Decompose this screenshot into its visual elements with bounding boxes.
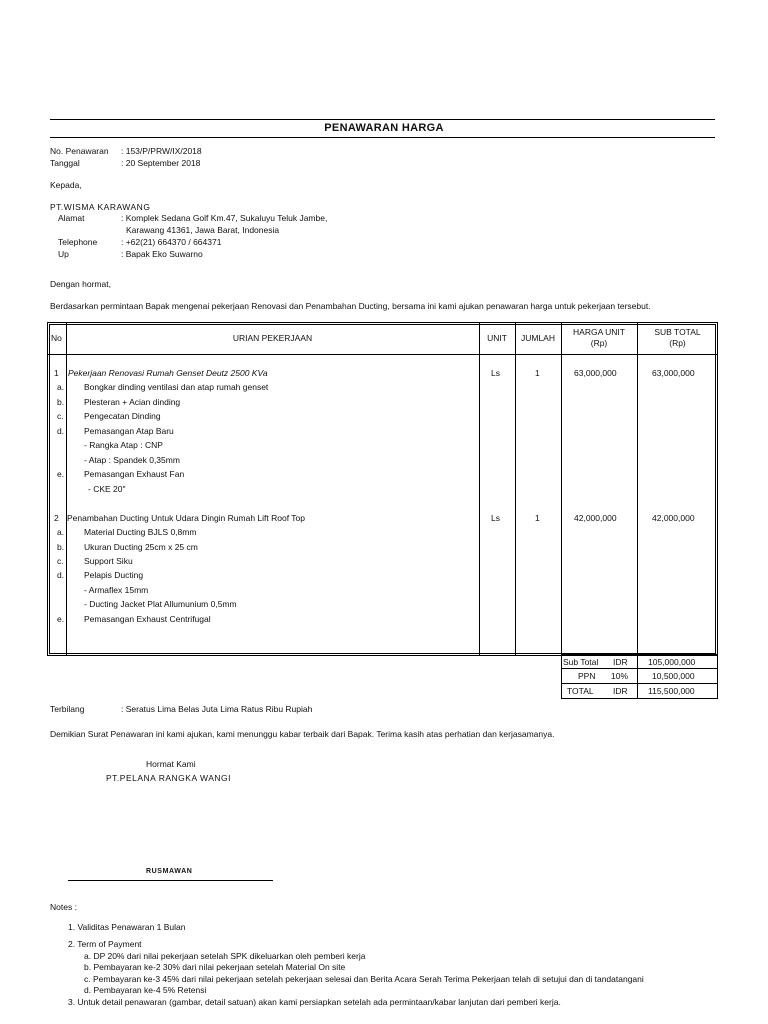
top-rule bbox=[50, 119, 715, 120]
header-jumlah: JUMLAH bbox=[520, 333, 555, 343]
summary-total-row bbox=[561, 684, 718, 698]
item-title: Penambahan Ducting Untuk Udara Dingin Rumah Lift Roof Top bbox=[67, 513, 305, 523]
item-unit-price: 42,000,000 bbox=[574, 513, 617, 523]
closing-text: Demikian Surat Penawaran ini kami ajukan, kami menunggu kabar terbaik dari Bapak. Terima kasih atas perhatian dan kerjasamanya. bbox=[50, 729, 555, 739]
subtotal-currency: IDR bbox=[613, 657, 628, 667]
note-2c: c. Pembayaran ke-3 45% dari nilai pekerjaan setelah pekerjaan selesai dan Berita Acara Serah Terima Pekerjaan telah di setujui dan di tandatangani bbox=[84, 974, 644, 984]
notes-heading: Notes : bbox=[50, 902, 77, 912]
line-letter: a. bbox=[57, 382, 65, 392]
item-quantity: 1 bbox=[535, 368, 540, 378]
line-text: Pelapis Ducting bbox=[84, 570, 144, 580]
total-label: TOTAL bbox=[567, 686, 594, 696]
note-2b: b. Pembayaran ke-2 30% dari nilai pekerjaan setelah Material On site bbox=[84, 962, 346, 972]
line-text: - Atap : Spandek 0,35mm bbox=[84, 455, 180, 465]
total-value: 115,500,000 bbox=[648, 686, 695, 696]
item-number: 2 bbox=[54, 513, 59, 523]
line-letter: e. bbox=[57, 614, 65, 624]
terbilang-label: Terbilang bbox=[50, 704, 85, 714]
item-title: Pekerjaan Renovasi Rumah Genset Deutz 2500 KVa bbox=[68, 368, 268, 378]
col-divider-urian bbox=[479, 322, 480, 656]
line-letter: c. bbox=[57, 411, 64, 421]
line-text: Ukuran Ducting 25cm x 25 cm bbox=[84, 542, 198, 552]
signatory-name: RUSMAWAN bbox=[146, 868, 193, 875]
note-2a: a. DP 20% dari nilai pekerjaan setelah SPK dikeluarkan oleh pemberi kerja bbox=[84, 951, 366, 961]
total-currency: IDR bbox=[613, 686, 628, 696]
subtotal-label: Sub Total bbox=[563, 657, 599, 667]
signature-line bbox=[68, 880, 273, 881]
line-text: Pemasangan Atap Baru bbox=[84, 426, 174, 436]
ppn-value: 10,500,000 bbox=[652, 671, 695, 681]
line-text: - Armaflex 15mm bbox=[84, 585, 149, 595]
item-subtotal: 42,000,000 bbox=[652, 513, 695, 523]
line-letter: b. bbox=[57, 542, 65, 552]
offer-number-label: No. Penawaran bbox=[50, 146, 109, 156]
regards: Hormat Kami bbox=[146, 759, 196, 769]
line-text: Plesteran + Acian dinding bbox=[84, 397, 181, 407]
item-unit: Ls bbox=[491, 368, 500, 378]
up-value: : Bapak Eko Suwarno bbox=[121, 249, 203, 259]
header-unit: UNIT bbox=[487, 333, 507, 343]
address-label: Alamat bbox=[58, 213, 85, 223]
line-text: - CKE 20" bbox=[88, 484, 126, 494]
up-label: Up bbox=[58, 249, 69, 259]
intro-text: Berdasarkan permintaan Bapak mengenai pekerjaan Renovasi dan Penambahan Ducting, bersama ini kami ajukan penawaran harga untuk pekerjaan tersebut. bbox=[50, 301, 651, 311]
line-text: Pemasangan Exhaust Centrifugal bbox=[84, 614, 211, 624]
line-letter: d. bbox=[57, 570, 65, 580]
col-divider-jumlah bbox=[561, 322, 562, 656]
greeting: Dengan hormat, bbox=[50, 279, 111, 289]
header-rule bbox=[47, 354, 718, 355]
col-divider-unit bbox=[515, 322, 516, 656]
address-line-2: Karawang 41361, Jawa Barat, Indonesia bbox=[126, 225, 280, 235]
note-2d: d. Pembayaran ke-4 5% Retensi bbox=[84, 985, 207, 995]
note-2: 2. Term of Payment bbox=[68, 939, 142, 949]
kepada: Kepada, bbox=[50, 180, 82, 190]
col-divider-harga bbox=[637, 322, 638, 656]
title-rule bbox=[50, 137, 715, 138]
ppn-rate: 10% bbox=[611, 671, 629, 681]
line-text: - Ducting Jacket Plat Allumunium 0,5mm bbox=[84, 599, 237, 609]
summary-subtotal-row bbox=[561, 655, 718, 669]
terbilang-value: : Seratus Lima Belas Juta Lima Ratus Ribu Rupiah bbox=[121, 704, 313, 714]
line-letter: a. bbox=[57, 527, 65, 537]
line-text: - Rangka Atap : CNP bbox=[84, 440, 163, 450]
header-harga-unit-rp: (Rp) bbox=[590, 338, 608, 348]
line-letter: c. bbox=[57, 556, 64, 566]
item-quantity: 1 bbox=[535, 513, 540, 523]
document-title: PENAWARAN HARGA bbox=[324, 122, 444, 134]
telephone-value: : +62(21) 664370 / 664371 bbox=[121, 237, 222, 247]
line-letter: e. bbox=[57, 469, 65, 479]
line-text: Material Ducting BJLS 0,8mm bbox=[84, 527, 197, 537]
note-1: 1. Validitas Penawaran 1 Bulan bbox=[68, 922, 186, 932]
header-no: No bbox=[51, 333, 62, 343]
col-divider-no bbox=[66, 322, 67, 656]
recipient-company: PT.WISMA KARAWANG bbox=[50, 202, 151, 212]
item-number: 1 bbox=[54, 368, 59, 378]
item-unit-price: 63,000,000 bbox=[574, 368, 617, 378]
date-label: Tanggal bbox=[50, 158, 80, 168]
item-subtotal: 63,000,000 bbox=[652, 368, 695, 378]
header-sub-total-rp: (Rp) bbox=[669, 338, 686, 348]
summary-ppn-row bbox=[561, 669, 718, 683]
line-letter: d. bbox=[57, 426, 65, 436]
date-value: : 20 September 2018 bbox=[121, 158, 201, 168]
subtotal-value: 105,000,000 bbox=[648, 657, 696, 667]
line-text: Pengecatan Dinding bbox=[84, 411, 161, 421]
header-sub-total: SUB TOTAL bbox=[654, 327, 701, 337]
note-3: 3. Untuk detail penawaran (gambar, detail satuan) akan kami persiapkan setelah ada permintaan/kabar lanjutan dari pemberi kerja. bbox=[68, 997, 561, 1007]
line-text: Pemasangan Exhaust Fan bbox=[84, 469, 185, 479]
line-text: Bongkar dinding ventilasi dan atap rumah genset bbox=[84, 382, 269, 392]
telephone-label: Telephone bbox=[58, 237, 98, 247]
line-text: Support Siku bbox=[84, 556, 133, 566]
offer-number-value: : 153/P/PRW/IX/2018 bbox=[121, 146, 202, 156]
signature-company: PT.PELANA RANGKA WANGI bbox=[106, 773, 231, 783]
address-line-1: : Komplek Sedana Golf Km.47, Sukaluyu Teluk Jambe, bbox=[121, 213, 328, 223]
header-harga-unit: HARGA UNIT bbox=[573, 327, 625, 337]
item-unit: Ls bbox=[491, 513, 500, 523]
ppn-label: PPN bbox=[578, 671, 596, 681]
header-urian: URIAN PEKERJAAN bbox=[232, 333, 313, 343]
line-letter: b. bbox=[57, 397, 65, 407]
